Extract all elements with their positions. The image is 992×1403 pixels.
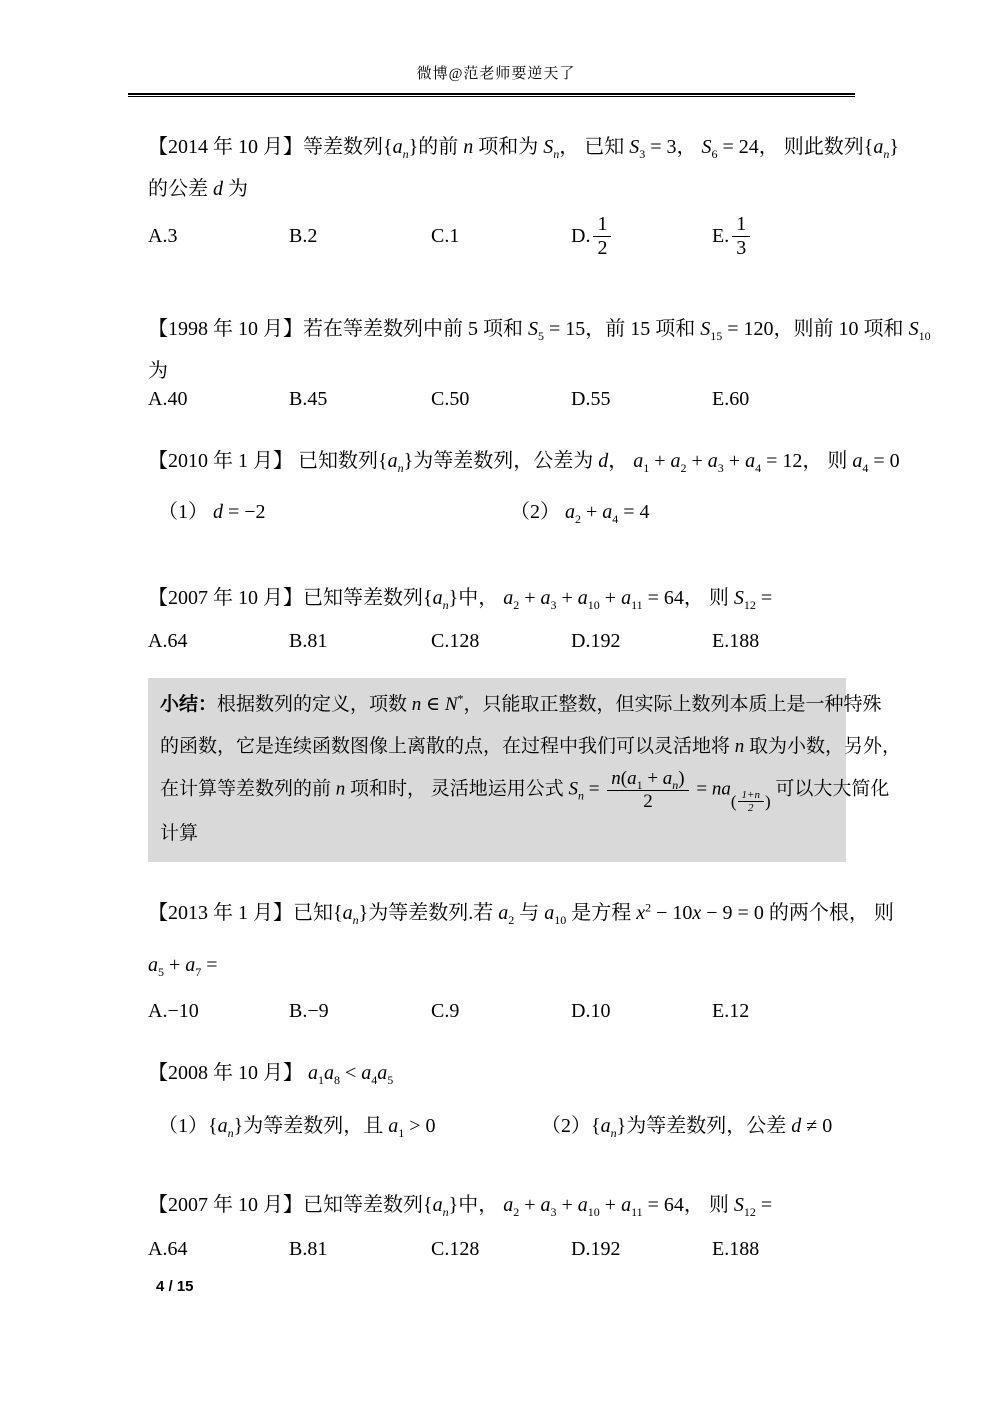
option-c: C.128 [431, 629, 480, 652]
problem-statement-line: 【1998 年 10 月】若在等差数列中前 5 项和 $S_5 = 15$，前 15 项和 $S_{15} = 120$，则前 10 项和 $S_{10}$ [148, 318, 931, 343]
option-a: A.3 [148, 224, 178, 247]
options-row [148, 1236, 888, 1262]
option-a: A.64 [148, 1237, 188, 1260]
option-e: E. $\frac{1}{3}$ [712, 213, 888, 260]
conditions-row [158, 1112, 888, 1140]
problem-statement-line: 【2014 年 10 月】等差数列$\{a_n\}$的前 n 项和为 $S_n$， 已知 $S_3 = 3$， $S_6 = 24$， 则此数列$\{a_n\}$ [148, 136, 899, 161]
problem-statement-line: 【2007 年 10 月】已知等差数列$\{a_n\}$中， $a_2 + a_3 + a_{10} + a_{11} = 64$， 则 $S_{12}$ = [148, 587, 773, 612]
summary-line: 小结：根据数列的定义，项数 n ∈ N*，只能取正整数，但实际上数列本质上是一种特殊 [160, 691, 882, 715]
option-c: C.9 [431, 999, 460, 1022]
option-c: C.1 [431, 224, 460, 247]
option-e: E.12 [712, 999, 750, 1022]
problem-statement-line: $a_5 + a_7$ = [148, 954, 218, 979]
option-d: D.192 [571, 1237, 621, 1260]
condition-1: （1） d = −2 [158, 501, 266, 523]
option-b: B.−9 [289, 999, 329, 1022]
option-d: D.192 [571, 629, 621, 652]
options-row [148, 628, 888, 654]
problem-statement-line: 为 [148, 360, 168, 382]
summary-formula-line: 在计算等差数列的前 n 项和时， 灵活地运用公式 $S_n$ = $\frac{n(a_1 + a_n)}{2}$ = na $_{( \frac{1+n}{2} )}$ 可以大大简化 [160, 768, 890, 815]
option-d: D.10 [571, 999, 611, 1022]
problem-statement-line: 【2008 年 10 月】 $a_1a_8 < a_4a_5$ [148, 1062, 394, 1087]
options-row [148, 386, 888, 412]
options-row [148, 998, 888, 1024]
option-b: B.2 [289, 224, 318, 247]
option-e: E.60 [712, 387, 750, 410]
option-c: C.128 [431, 1237, 480, 1260]
option-d: D. $\frac{1}{2}$ [571, 213, 712, 260]
page-number: 4 / 15 [156, 1278, 194, 1295]
option-e: E.188 [712, 1237, 760, 1260]
option-c: C.50 [431, 387, 470, 410]
option-a: A.40 [148, 387, 188, 410]
problem-statement-line: 的公差 d 为 [148, 178, 248, 200]
option-b: B.45 [289, 387, 328, 410]
header-divider [128, 93, 855, 97]
header-watermark: 微博@范老师要逆天了 [416, 66, 576, 82]
condition-2: $(2)\{a_n\}$为等差数列，公差 d ≠ 0 [541, 1115, 833, 1140]
problem-statement-line: 【2013 年 1 月】已知$\{a_n\}$为等差数列.若 $a_2$ 与 $a_{10}$ 是方程 $x^2 - 10x - 9 = 0$ 的两个根， 则 [148, 900, 894, 927]
conditions-row [158, 498, 888, 526]
condition-2: （2） $a_2 + a_4 = 4$ [510, 501, 650, 526]
summary-line: 计算 [160, 823, 199, 845]
option-b: B.81 [289, 629, 328, 652]
problem-statement-line: 【2007 年 10 月】已知等差数列$\{a_n\}$中， $a_2 + a_3 + a_{10} + a_{11} = 64$， 则 $S_{12}$ = [148, 1194, 773, 1219]
option-a: A.64 [148, 629, 188, 652]
option-d: D.55 [571, 387, 611, 410]
summary-line: 的函数，它是连续函数图像上离散的点，在过程中我们可以灵活地将 n 取为小数，另外， [160, 736, 902, 757]
condition-1: $(1)\{a_n\}$为等差数列，且 $a_1 > 0$ [158, 1115, 436, 1140]
summary-box [148, 678, 902, 862]
options-row [148, 210, 888, 262]
option-e: E.188 [712, 629, 760, 652]
option-a: A.−10 [148, 999, 199, 1022]
option-b: B.81 [289, 1237, 328, 1260]
problem-statement-line: 【2010 年 1 月】 已知数列$\{a_n\}$为等差数列，公差为 d， $a_1 + a_2 + a_3 + a_4 = 12$， 则 $a_4 = 0$ [148, 450, 900, 475]
